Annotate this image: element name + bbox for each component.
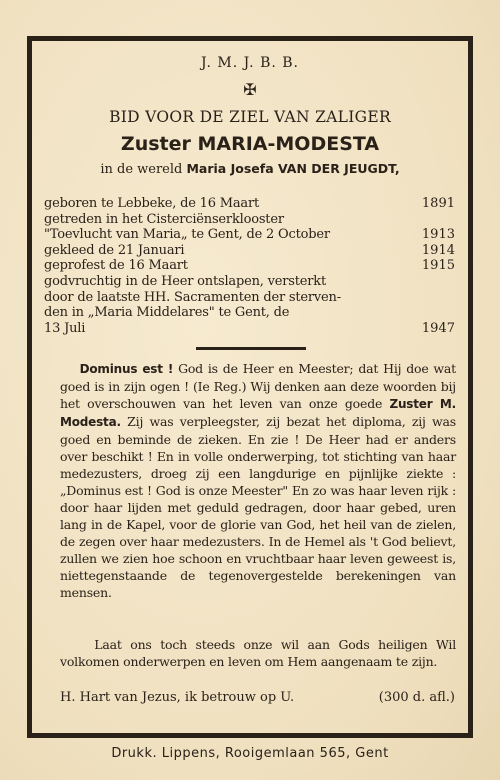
worldly-name [0,161,500,177]
fact-text: geprofest de 16 Maart [44,258,188,273]
exhortation-text: Laat ons toch steeds onze wil aan Gods heiligen Wil volkomen onderwerpen en leven om Hem aangenaam te zijn. [60,637,457,669]
deceased-name: Zuster MARIA-MODESTA [120,133,380,155]
fact-text: 13 Juli [44,321,86,336]
fact-text: door de laatste HH. Sacramenten der sterven- [44,290,341,305]
fact-year: 1947 [421,321,455,336]
fact-text: "Toevlucht van Maria„ te Gent, de 2 October [44,227,330,242]
fact-year: 1913 [421,227,455,242]
eulogy-text-a: God is de Heer en Meester; dat Hij doe wat goed is in zijn ogen ! (Ie Reg.) Wij denken aan deze woorden bij het overschouwen van het leven van onze goede [60,361,457,411]
fact-year: 1891 [421,196,455,211]
fact-year: 1915 [421,258,455,273]
divider [196,347,306,350]
fact-text: gekleed de 21 Januari [44,243,185,258]
initials: J. M. J. B. B. [200,55,299,71]
closing-prayer: H. Hart van Jezus, ik betrouw op U. [60,690,295,705]
indulgence: (300 d. afl.) [378,690,455,705]
pray-line: BID VOOR DE ZIEL VAN ZALIGER [109,108,391,126]
fact-year: 1914 [421,243,455,258]
cross-icon: ✠ [243,80,257,99]
eulogy-text-b: Zij was verpleegster, zij bezat het diploma, zij was goed en beminde de zieken. En zie ! De Heer had er anders over beschikt ! En in volle onderwerping, tot stichting van haar medezusters, droeg zij een langdurige en pijnlijke ziekte : „Dominus est ! God is onze Meester" En zo was haar leven rijk : door haar lijden met geduld gedragen, door haar gebed, uren lang in de Kapel, voor de glorie van God, het heil van de zielen, de zegen over haar medezusters. In de Hemel als 't God believt, zullen we zien hoe schoon en vruchtbaar haar leven geweest is, niettegenstaande de tegenovergestelde berekeningen van mensen. [60,414,456,600]
worldly-prefix: in de wereld [100,162,187,177]
exhortation-paragraph [60,636,456,670]
eulogy-paragraph [60,360,456,601]
fact-text: den in „Maria Middelares" te Gent, de [44,305,290,320]
eulogy-bold-2: Zuster M. Modesta. [60,397,456,429]
worldly-name-value: Maria Josefa VAN DER JEUGDT, [186,161,400,176]
fact-text: getreden in het Cisterciënserklooster [44,212,284,227]
fact-text: geboren te Lebbeke, de 16 Maart [44,196,259,211]
eulogy-bold-1: Dominus est ! [79,362,174,376]
printer-line: Drukk. Lippens, Rooigemlaan 565, Gent [111,746,389,761]
fact-text: godvruchtig in de Heer ontslapen, versterkt [44,274,326,289]
